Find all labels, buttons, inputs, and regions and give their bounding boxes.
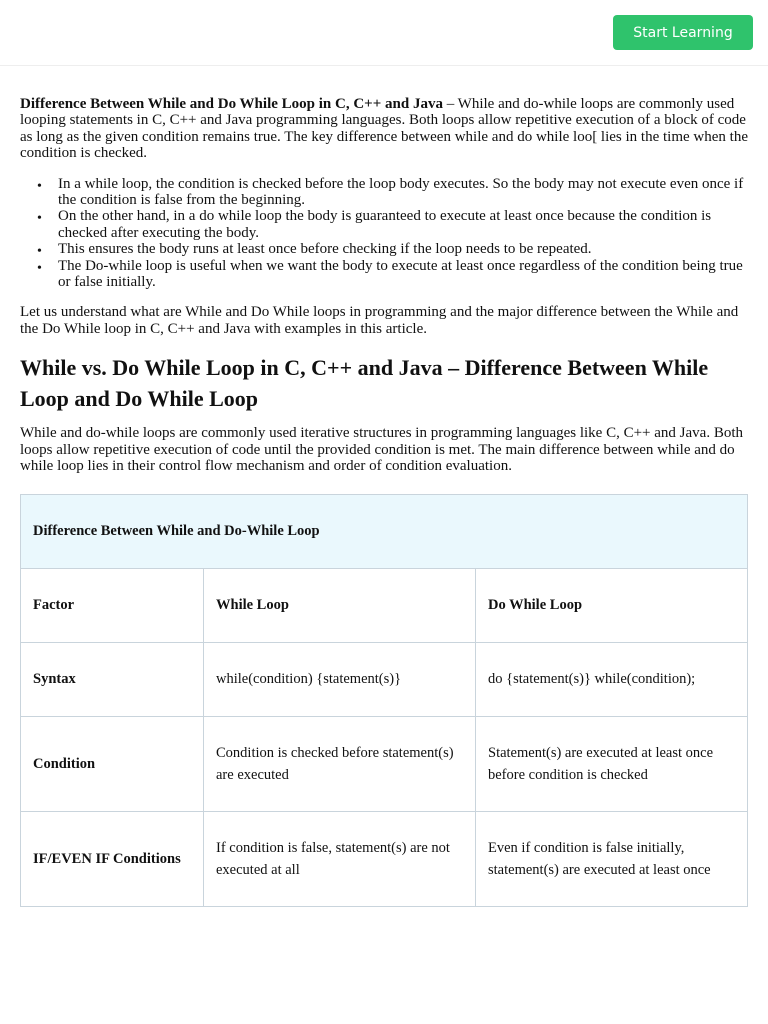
row-factor-cell: Syntax [21,643,204,717]
row-do-while-cell: Statement(s) are executed at least once before condition is checked [476,717,748,812]
bullet-text: In a while loop, the condition is checked before the loop body executes. So the body may not execute even once if the condition is false from the beginning. [58,175,744,209]
row-factor-cell: Condition [21,717,204,812]
section-heading: While vs. Do While Loop in C, C++ and Java – Difference Between While Loop and Do While Loop [20,355,709,412]
table-row [21,643,748,717]
intro-text: – While and do-while loops are commonly used looping statements in C, C++ and Java programming languages. Both loops allow repetitive execution of a block of code as long as the given condition remains true. The key difference between while and do while loo[ lies in the time when the condition is checked. [20,96,748,162]
list-item [20,258,748,291]
row-while-cell: Condition is checked before statement(s) are executed [204,717,476,812]
row-factor-cell: IF/EVEN IF Conditions [21,812,204,907]
table-header-row [21,569,748,643]
bullet-icon: • [37,211,42,227]
paragraph-intro-loops: While and do-while loops are commonly used iterative structures in programming languages like C, C++ and Java. Both loops allow repetitive execution of code until the provided condition is met. The main difference between while and do while loop lies in their control flow mechanism and order of condition evaluation. [20,425,744,475]
row-do-while-cell: Even if condition is false initially, statement(s) are executed at least once [476,812,748,907]
header-do-while-loop: Do While Loop [476,569,748,643]
row-while-cell: while(condition) {statement(s)} [204,643,476,717]
row-while-cell: If condition is false, statement(s) are not executed at all [204,812,476,907]
top-bar [0,0,768,66]
bullet-list [20,176,748,291]
article-body [20,96,748,475]
paragraph-overview: Let us understand what are While and Do While loops in programming and the major difference between the While and the Do While loop in C, C++ and Java with examples in this article. [20,304,739,337]
bullet-icon: • [37,260,42,276]
bullet-icon: • [37,178,42,194]
list-item [20,241,748,260]
table-row [21,717,748,812]
header-while-loop: While Loop [204,569,476,643]
table-caption: Difference Between While and Do-While Loop [21,495,748,569]
start-learning-button[interactable]: Start Learning [613,15,753,50]
row-do-while-cell: do {statement(s)} while(condition); [476,643,748,717]
bullet-text: The Do-while loop is useful when we want the body to execute at least once regardless of the condition being true or false initially. [58,257,743,291]
table-row [21,812,748,907]
list-item [20,208,748,241]
bullet-text: This ensures the body runs at least once before checking if the loop needs to be repeated. [58,241,592,258]
intro-bold-lead: Difference Between While and Do While Loop in C, C++ and Java [20,96,443,112]
comparison-table [20,494,748,907]
intro-paragraph [20,96,748,162]
list-item [20,176,748,209]
bullet-icon: • [37,244,42,260]
header-factor: Factor [21,569,204,643]
bullet-text: On the other hand, in a do while loop the body is guaranteed to execute at least once because the condition is checked after executing the body. [58,208,712,241]
